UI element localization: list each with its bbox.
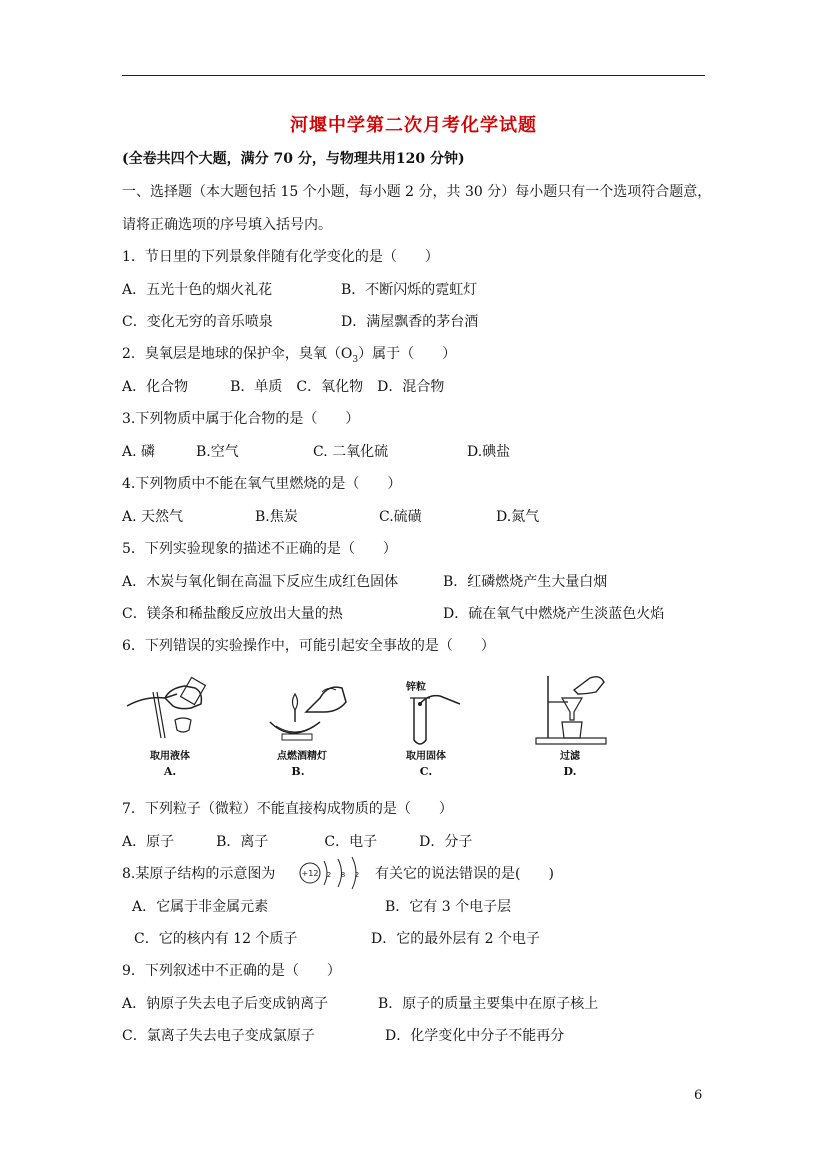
atomic-structure-diagram — [296, 856, 366, 892]
alcohol-lamp-figure — [262, 672, 352, 750]
q4-option-c: C.硫磺 — [379, 509, 422, 525]
q3-option-b: B.空气 — [196, 444, 239, 460]
figure-c-letter: C. — [419, 765, 433, 778]
q3-option-c: C. 二氧化硫 — [313, 444, 389, 460]
q6-stem: 6．下列错误的实验操作中，可能引起安全事故的是（ ） — [122, 638, 495, 654]
q9-option-d: D．化学变化中分子不能再分 — [385, 1028, 565, 1044]
q8-stem-pre: 8.某原子结构的示意图为 — [122, 866, 276, 882]
q2-stem-post: ）属于（ ） — [358, 346, 457, 362]
figure-c-caption: 取用固体 — [406, 751, 446, 762]
q2-stem-subscript: 3 — [352, 354, 359, 365]
q8-option-d: D．它的最外层有 2 个电子 — [371, 931, 541, 947]
q2-options: A．化合物 B．单质 C．氧化物 D．混合物 — [122, 379, 445, 395]
q4-option-b: B.焦炭 — [255, 509, 298, 525]
q7-stem: 7．下列粒子（微粒）不能直接构成物质的是（ ） — [122, 801, 453, 817]
q5-option-b: B．红磷燃烧产生大量白烟 — [443, 574, 608, 590]
q5-option-d: D．硫在氧气中燃烧产生淡蓝色火焰 — [443, 606, 665, 622]
q1-option-a: A．五光十色的烟火礼花 — [122, 282, 273, 298]
q5-stem: 5．下列实验现象的描述不正确的是（ ） — [122, 541, 397, 557]
zinc-label: 锌粒 — [406, 682, 426, 693]
figure-d-letter: D. — [563, 765, 577, 778]
q9-stem: 9．下列叙述中不正确的是（ ） — [122, 963, 341, 979]
q8-option-b: B．它有 3 个电子层 — [385, 899, 512, 915]
q2-stem-pre: 2．臭氧层是地球的保护伞，臭氧（O — [122, 346, 353, 362]
figure-d-caption: 过滤 — [560, 751, 580, 762]
nucleus-charge: +12 — [301, 869, 319, 878]
section-instruction-2: 请将正确选项的序号填入括号内。 — [122, 217, 332, 233]
figure-b-letter: B. — [291, 765, 305, 778]
filtration-figure — [534, 672, 614, 748]
figure-a-caption: 取用液体 — [150, 751, 190, 762]
q3-stem: 3.下列物质中属于化合物的是（ ） — [122, 411, 360, 427]
q8-option-a: A．它属于非金属元素 — [132, 899, 269, 915]
exam-title: 河堰中学第二次月考化学试题 — [290, 115, 537, 136]
q8-stem-post: 有关它的说法错误的是( ) — [375, 866, 554, 882]
page-number: 6 — [694, 1088, 703, 1103]
q1-stem: 1．节日里的下列景象伴随有化学变化的是（ ） — [122, 249, 439, 265]
shell-1-electrons: 2 — [326, 871, 332, 879]
q4-option-d: D.氮气 — [496, 509, 540, 525]
figure-a-letter: A. — [163, 765, 177, 778]
q9-option-c: C．氯离子失去电子变成氯原子 — [122, 1028, 315, 1044]
q8-option-c: C．它的核内有 12 个质子 — [134, 931, 298, 947]
q9-option-b: B．原子的质量主要集中在原子核上 — [378, 996, 599, 1012]
header-rule — [122, 75, 705, 76]
figure-b-caption: 点燃酒精灯 — [277, 751, 327, 762]
solid-sampling-figure — [400, 690, 470, 750]
q2-stem — [122, 345, 456, 369]
shell-2-electrons: 8 — [340, 871, 346, 879]
q5-option-c: C．镁条和稀盐酸反应放出大量的热 — [122, 606, 343, 622]
q1-option-b: B．不断闪烁的霓虹灯 — [341, 282, 478, 298]
exam-note: (全卷共四个大题，满分 70 分，与物理共用120 分钟) — [122, 151, 465, 167]
q4-option-a: A. 天然气 — [122, 509, 184, 525]
q7-options: A．原子 B．离子 C．电子 D．分子 — [122, 834, 473, 850]
q5-option-a: A．木炭与氧化铜在高温下反应生成红色固体 — [122, 574, 399, 590]
shell-3-electrons: 2 — [354, 871, 360, 879]
q3-option-d: D.碘盐 — [467, 444, 511, 460]
pouring-liquid-figure — [125, 676, 215, 746]
q9-option-a: A．钠原子失去电子后变成钠离子 — [122, 996, 329, 1012]
q3-option-a: A. 磷 — [122, 444, 156, 460]
q1-option-d: D．满屋飘香的茅台酒 — [341, 314, 479, 330]
q4-stem: 4.下列物质中不能在氧气里燃烧的是（ ） — [122, 476, 402, 492]
q1-option-c: C．变化无穷的音乐喷泉 — [122, 314, 273, 330]
section-instruction-1: 一、选择题（本大题包括 15 个小题，每小题 2 分，共 30 分）每小题只有一个选项符合题意， — [122, 184, 712, 200]
